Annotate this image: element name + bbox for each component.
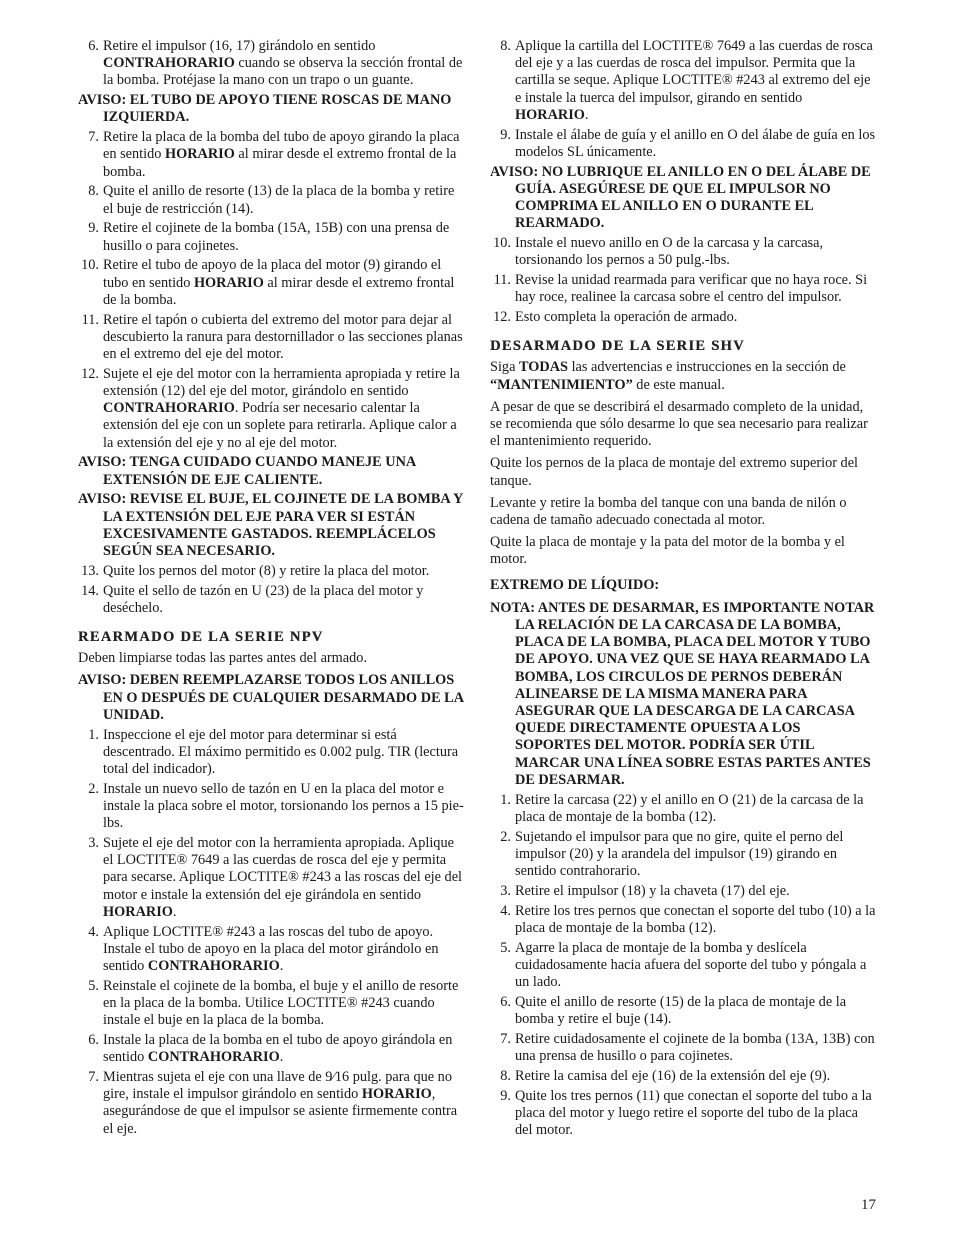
item-number: 9. (88, 220, 99, 237)
item-number: 10. (81, 257, 99, 274)
list-item (78, 38, 464, 90)
item-text: Quite el anillo de resorte (13) de la placa de la bomba y retire el buje de restricción (14). (103, 183, 455, 217)
step-list (78, 563, 464, 617)
item-number: 8. (500, 38, 511, 54)
text: de este manual. (632, 376, 725, 393)
item-text: . (279, 958, 284, 975)
list-item (490, 1031, 876, 1065)
item-number: 10. (493, 235, 511, 252)
section-heading-shv-disassembly: DESARMADO DE LA SERIE SHV (490, 338, 745, 355)
item-number: 2. (500, 828, 511, 845)
item-text: Retire la camisa del eje (16) de la extensión del eje (9). (515, 1067, 831, 1084)
list-item (78, 583, 464, 617)
item-text: cuando se observa la sección frontal de la bomba. Protéjase la mano con un trapo o un guante. (103, 55, 463, 89)
list-item (78, 781, 464, 833)
item-number: 3. (500, 882, 511, 899)
item-text: Inspeccione el eje del motor para determinar si está descentrado. El máximo permitido es 0.002 pulg. TIR (lectura total del indicador). (103, 726, 459, 778)
item-bold-text: CONTRAHORARIO (103, 400, 235, 417)
item-text: Sujete el eje del motor con la herramienta apropiada. Aplique el LOCTITE® 7649 a las cuerdas de rosca del eje y permita para secarse. Aplique LOCTITE® #243 a las roscas del eje del motor e instale la extensión del eje girándola en sentido (103, 835, 463, 903)
list-item (78, 563, 464, 580)
item-number: 6. (500, 993, 511, 1010)
paragraph: Quite los pernos de la placa de montaje del extremo superior del tanque. (490, 455, 859, 489)
note-before-disassembly: NOTA: ANTES DE DESARMAR, ES IMPORTANTE NOTAR LA RELACIÓN DE LA CARCASA DE LA BOMBA, PLACA DE LA BOMBA, PLACA DEL MOTOR Y TUBO DE APOYO. UNA VEZ QUE SE HAYA REARMADO LA BOMBA, LOS CIRCULOS DE PERNOS DEBERÁN ALINEARSE DE LA MISMA MANERA PARA ASEGURAR QUE LA DESCARGA DE LA CARCASA QUEDE DIRECTAMENTE OPUESTA A LOS SOPORTES DEL MOTOR. PODRÍA SER ÚTIL MARCAR UNA LÍNEA SOBRE ESTAS PARTES ANTES DE DESARMAR. (490, 599, 875, 788)
item-text: Aplique LOCTITE® #243 a las roscas del tubo de apoyo. Instale el tubo de apoyo en la placa del motor girándolo en sentido (103, 923, 439, 975)
list-item (490, 829, 876, 881)
list-item (78, 1032, 464, 1066)
paragraph: Quite la placa de montaje y la pata del motor de la bomba y el motor. (490, 534, 845, 568)
list-item (78, 978, 464, 1030)
item-number: 7. (500, 1030, 511, 1047)
text: las advertencias e instrucciones en la sección de (568, 359, 846, 376)
warning-inspect-wear: AVISO: REVISE EL BUJE, EL COJINETE DE LA BOMBA Y LA EXTENSIÓN DEL EJE PARA VER SI ESTÁN EXCESIVAMENTE GASTADOS. REEMPLÁCELOS SEGÚN SEA NECESARIO. (78, 491, 463, 560)
item-bold-text: HORARIO (164, 146, 235, 163)
list-item (78, 835, 464, 921)
bold-text: “MANTENIMIENTO” (490, 376, 633, 393)
item-bold-text: HORARIO (193, 274, 264, 291)
item-number: 9. (500, 126, 511, 143)
step-list (78, 129, 464, 452)
item-bold-text: HORARIO (361, 1086, 432, 1103)
item-bold-text: CONTRAHORARIO (147, 1049, 280, 1066)
item-number: 5. (500, 939, 511, 956)
item-number: 6. (88, 1032, 99, 1049)
item-number: 9. (500, 1087, 511, 1104)
paragraph (490, 359, 876, 393)
step-list (490, 38, 876, 161)
item-number: 12. (81, 365, 99, 382)
item-text: Agarre la placa de montaje de la bomba y deslícela cuidadosamente hacia afuera del soporte del tubo y póngala a un lado. (515, 939, 867, 991)
item-number: 4. (500, 902, 511, 919)
list-item (78, 220, 464, 254)
paragraph: Levante y retire la bomba del tanque con una banda de nilón o cadena de tamaño adecuado conectada al motor. (490, 494, 847, 529)
warning-replace-orings: AVISO: DEBEN REEMPLAZARSE TODOS LOS ANILLOS EN O DESPUÉS DE CUALQUIER DESARMADO DE LA UNIDAD. (78, 672, 464, 723)
item-text: Retire el impulsor (16, 17) girándolo en sentido (103, 38, 376, 54)
item-text: Retire el tubo de apoyo de la placa del motor (9) girando el tubo en sentido (103, 257, 442, 291)
list-item (78, 312, 464, 364)
item-text: Retire los tres pernos que conectan el soporte del tubo (10) a la placa de montaje de la bomba (12). (515, 902, 876, 936)
list-item (490, 903, 876, 937)
item-text: Esto completa la operación de armado. (515, 309, 738, 326)
item-text: . Podría ser necesario calentar la extensión del eje con un soplete para retirarla. Aplique calor a la extensión del eje y no al eje del motor. (103, 400, 457, 451)
item-text: Retire la placa de la bomba del tubo de apoyo girando la placa en sentido (103, 129, 460, 163)
step-list (490, 235, 876, 326)
warning-hot-extension: AVISO: TENGA CUIDADO CUANDO MANEJE UNA EXTENSIÓN DE EJE CALIENTE. (78, 454, 416, 488)
right-column (490, 38, 876, 1142)
item-text: Instale la placa de la bomba en el tubo de apoyo girándola en sentido (103, 1032, 453, 1066)
item-text: Instale un nuevo sello de tazón en U en la placa del motor e instale la placa sobre el motor, torsionando los pernos a 15 pie-lbs. (103, 780, 464, 832)
list-item (490, 792, 876, 826)
item-text: . (584, 106, 589, 123)
item-number: 6. (88, 38, 99, 54)
left-column (78, 38, 464, 1140)
item-number: 7. (88, 1069, 99, 1086)
item-number: 8. (500, 1067, 511, 1084)
item-number: 4. (88, 923, 99, 940)
item-text: Quite los pernos del motor (8) y retire la placa del motor. (103, 562, 430, 579)
item-number: 3. (88, 835, 99, 852)
item-text: Instale el nuevo anillo en O de la carcasa y la carcasa, torsionando los pernos a 50 pulg.-lbs. (515, 235, 824, 269)
item-bold-text: CONTRAHORARIO (147, 958, 280, 975)
list-item (490, 883, 876, 900)
item-text: Reinstale el cojinete de la bomba, el buje y el anillo de resorte en la placa de la bomba. Utilice LOCTITE® #243 cuando instale el buje en la placa de la bomba. (103, 977, 459, 1029)
list-item (490, 1088, 876, 1140)
warning-left-thread: AVISO: EL TUBO DE APOYO TIENE ROSCAS DE MANO IZQUIERDA. (78, 92, 452, 126)
item-text: Mientras sujeta el eje con una llave de 9⁄16 pulg. para que no gire, instale el impulsor girándolo en sentido (103, 1069, 452, 1103)
item-number: 8. (88, 183, 99, 200)
list-item (490, 1068, 876, 1085)
list-item (490, 127, 876, 161)
item-text: Sujetando el impulsor para que no gire, quite el perno del impulsor (20) y la arandela del impulsor (19) girando en sentido contrahorario. (515, 828, 844, 880)
item-text: al mirar desde el extremo frontal de la bomba. (103, 146, 457, 180)
list-item (490, 38, 876, 124)
item-number: 2. (88, 780, 99, 797)
list-item (78, 924, 464, 976)
item-number: 11. (493, 272, 511, 289)
item-bold-text: CONTRAHORARIO (103, 55, 235, 72)
list-item (490, 309, 876, 326)
item-text: Quite los tres pernos (11) que conectan el soporte del tubo a la placa del motor y luego retire el soporte del tubo de la placa del motor. (515, 1087, 872, 1139)
list-item (78, 1069, 464, 1138)
item-number: 7. (88, 129, 99, 146)
list-item (78, 183, 464, 217)
item-text: . (279, 1049, 284, 1066)
item-text: Instale el álabe de guía y el anillo en O del álabe de guía en los modelos SL únicamente. (515, 126, 876, 160)
item-text: Retire el cojinete de la bomba (15A, 15B) con una prensa de husillo o para cojinetes. (103, 220, 450, 254)
list-item (490, 994, 876, 1028)
list-item (490, 272, 876, 306)
item-text: , asegurándose de que el impulsor se asiente firmemente contra el eje. (103, 1086, 458, 1137)
step-list (78, 727, 464, 1138)
item-text: Retire la carcasa (22) y el anillo en O (21) de la carcasa de la placa de montaje de la bomba (12). (515, 791, 864, 825)
item-text: Sujete el eje del motor con la herramienta apropiada y retire la extensión (12) del eje del motor, girándolo en sentido (103, 365, 460, 400)
item-text: Quite el sello de tazón en U (23) de la placa del motor y deséchelo. (103, 582, 424, 616)
list-item (78, 727, 464, 779)
item-number: 1. (500, 791, 511, 808)
text: Siga (490, 359, 519, 376)
bold-text: TODAS (519, 359, 568, 376)
item-text: . (172, 903, 177, 920)
item-text: al mirar desde el extremo frontal de la bomba. (103, 274, 455, 308)
item-number: 12. (493, 309, 511, 326)
item-text: Revise la unidad rearmada para verificar que no haya roce. Si hay roce, realinee la carcasa sobre el centro del impulsor. (515, 272, 868, 306)
subheading-liquid-end: EXTREMO DE LÍQUIDO: (490, 576, 660, 593)
item-number: 13. (81, 562, 99, 579)
item-text: Retire cuidadosamente el cojinete de la bomba (13A, 13B) con una prensa de husillo o para cojinetes. (515, 1030, 875, 1065)
item-number: 5. (88, 977, 99, 994)
item-number: 11. (81, 311, 99, 328)
step-list (78, 38, 464, 90)
paragraph: Deben limpiarse todas las partes antes del armado. (78, 650, 368, 667)
list-item (78, 129, 464, 181)
item-number: 14. (81, 582, 99, 599)
paragraph: A pesar de que se describirá el desarmado completo de la unidad, se recomienda que sólo desarme lo que sea necesario para realizar el mantenimiento requerido. (490, 398, 868, 450)
page-number: 17 (861, 1197, 876, 1213)
list-item (78, 366, 464, 452)
item-number: 1. (88, 726, 99, 743)
list-item (490, 940, 876, 992)
section-heading-npv-reassembly: REARMADO DE LA SERIE NPV (78, 629, 324, 646)
item-text: Retire el impulsor (18) y la chaveta (17) del eje. (515, 882, 790, 899)
item-text: Aplique la cartilla del LOCTITE® 7649 a las cuerdas de rosca del eje y a las cuerdas de rosca del impulsor. Permita que la cartilla se seque. Aplique LOCTITE® #243 al extremo del eje e instale la tuerca del impulsor, girando en sentido (515, 38, 873, 106)
list-item (490, 235, 876, 269)
item-bold-text: HORARIO (515, 106, 585, 123)
warning-no-lubricate: AVISO: NO LUBRIQUE EL ANILLO EN O DEL ÁLABE DE GUÍA. ASEGÚRESE DE QUE EL IMPULSOR NO COMPRIMA EL ANILLO EN O DURANTE EL REARMADO. (490, 163, 871, 232)
list-item (78, 257, 464, 309)
step-list (490, 792, 876, 1140)
item-bold-text: HORARIO (103, 903, 173, 920)
item-text: Retire el tapón o cubierta del extremo del motor para dejar al descubierto la ranura para destornillador o las secciones planas en el extremo del eje del motor. (103, 311, 463, 363)
item-text: Quite el anillo de resorte (15) de la placa de montaje de la bomba y retire el buje (14). (515, 993, 847, 1028)
